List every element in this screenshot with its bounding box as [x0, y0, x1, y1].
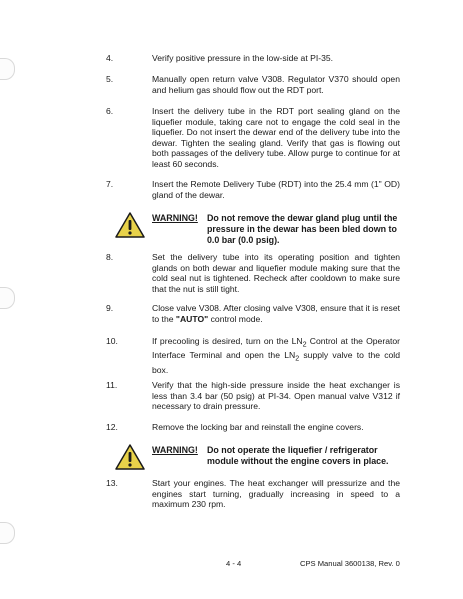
step-number: 11.	[106, 380, 118, 390]
subscript: 2	[302, 340, 307, 349]
step-text: Set the delivery tube into its operating position and tighten glands on both dewar and liquefier module making sure that the cold seal nut is tightened. Recheck after cooldown to make sure that the nut is still tight.	[152, 252, 400, 294]
step-text: Manually open return valve V308. Regulator V370 should open and helium gas should flow out the RDT port.	[152, 74, 400, 95]
step-number: 7.	[106, 179, 114, 189]
manual-reference: CPS Manual 3600138, Rev. 0	[300, 559, 400, 568]
auto-mode-label: "AUTO"	[175, 313, 209, 324]
warning-label: WARNING!	[152, 213, 198, 223]
text-run: If precooling is desired, turn on the LN	[152, 336, 303, 346]
step-text: Insert the Remote Delivery Tube (RDT) into the 25.4 mm (1" OD) gland of the dewar.	[152, 179, 400, 200]
warning-label: WARNING!	[152, 445, 198, 455]
warning-text: Do not operate the liquefier / refrigerator module without the engine covers in place.	[207, 445, 389, 466]
step-text: Verify that the high-side pressure inside the heat exchanger is less than 3.4 bar (50 psig) at PI-34. Open manual valve V312 if necessary to drain pressure.	[152, 380, 400, 412]
warning-triangle-icon	[114, 443, 146, 471]
warning-triangle-icon	[114, 211, 146, 239]
step-text	[152, 303, 400, 324]
step-text	[152, 336, 400, 375]
step-number: 4.	[106, 53, 114, 63]
text-run: control mode.	[208, 313, 263, 324]
punch-hole	[0, 58, 15, 80]
text-run: Control at the Operator Interface Terminal and open the LN	[152, 336, 400, 361]
text-run: Close valve V308. After closing valve V308, ensure that it is reset to the	[152, 303, 400, 324]
step-text: Verify positive pressure in the low-side at PI-35.	[152, 53, 334, 63]
step-number: 13.	[106, 478, 118, 488]
step-text: Insert the delivery tube in the RDT port sealing gland on the liquefier module, taking care not to engage the cold seal in the liquefier. Do not insert the dewar end of the delivery tube into the dewar. Tighten the sealing gland. Verify that gas is flowing out both passages of the delivery tube. Allow purge to continue for at least 60 seconds.	[152, 106, 400, 169]
step-text: Start your engines. The heat exchanger will pressurize and the engines start turning, gradually increasing in speed to a maximum 230 rpm.	[152, 478, 400, 510]
punch-hole	[0, 522, 15, 544]
step-number: 9.	[106, 303, 114, 313]
text-run: supply valve to the cold box.	[152, 350, 400, 375]
step-number: 6.	[106, 106, 114, 116]
step-number: 10.	[106, 336, 118, 346]
page-number: 4 - 4	[226, 559, 242, 568]
step-number: 12.	[106, 422, 118, 432]
step-number: 5.	[106, 74, 114, 84]
step-text: Remove the locking bar and reinstall the engine covers.	[152, 422, 364, 432]
warning-text: Do not remove the dewar gland plug until the pressure in the dewar has been bled down to 0.0 bar (0.0 psig).	[207, 213, 398, 245]
subscript: 2	[295, 355, 300, 364]
step-number: 8.	[106, 252, 114, 262]
punch-hole	[0, 287, 15, 309]
